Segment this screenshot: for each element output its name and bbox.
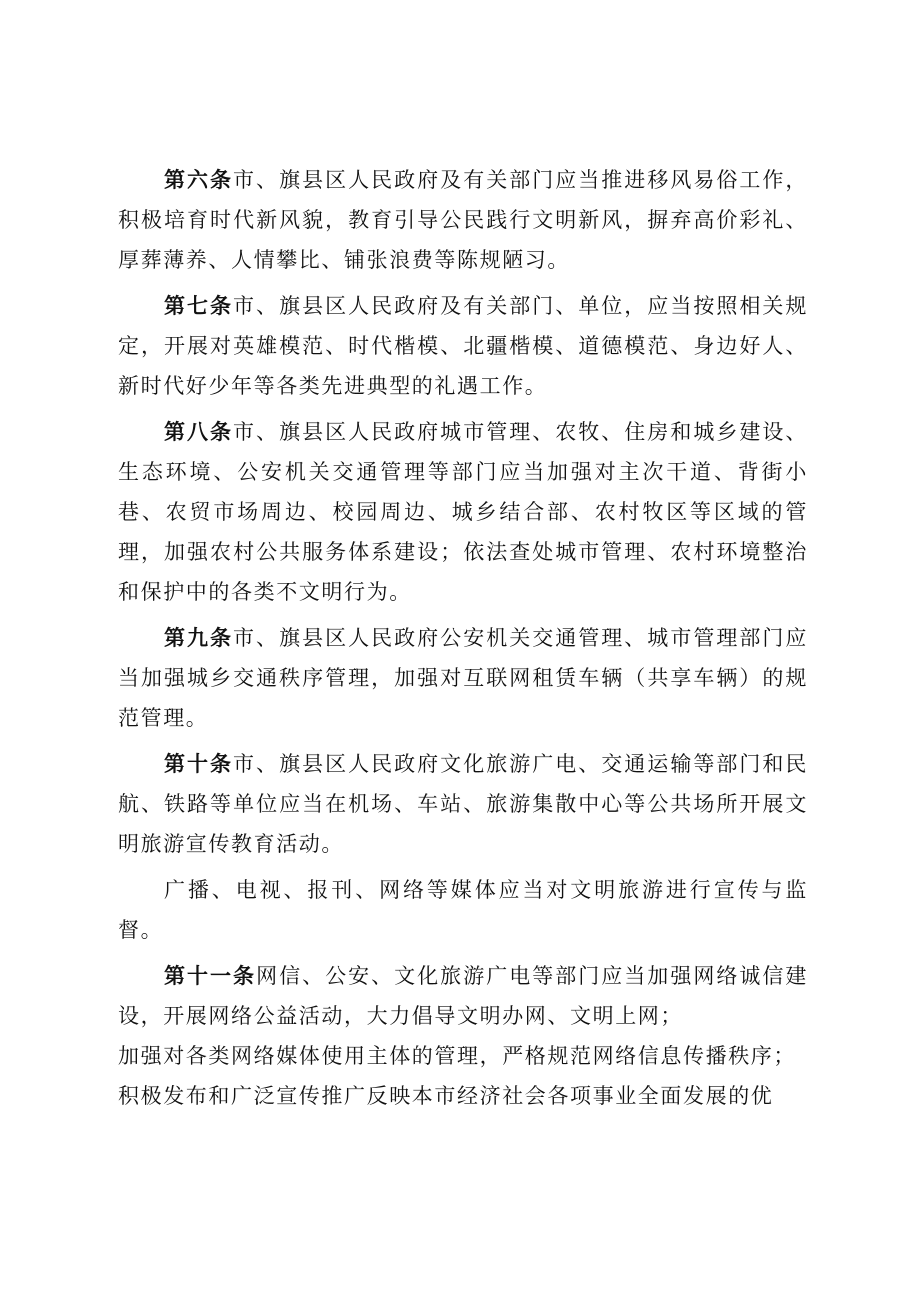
article-heading: 第八条 (164, 420, 234, 444)
article-body: 市、旗县区人民政府文化旅游广电、交通运输等部门和民航、铁路等单位应当在机场、车站、旅游集散中心等公共场所开展文明旅游宣传教育活动。 (118, 752, 808, 856)
document-page (118, 160, 808, 1116)
article-heading: 第十条 (164, 752, 234, 776)
article-8 (118, 412, 808, 612)
article-7 (118, 286, 808, 406)
article-heading: 第七条 (164, 294, 234, 318)
article-body: 网信、公安、文化旅游广电等部门应当加强网络诚信建设，开展网络公益活动，大力倡导文明办网、文明上网； (118, 964, 808, 1028)
article-body: 市、旗县区人民政府及有关部门应当推进移风易俗工作，积极培育时代新风貌，教育引导公民践行文明新风，摒弃高价彩礼、厚葬薄养、人情攀比、铺张浪费等陈规陋习。 (118, 168, 808, 272)
article-heading: 第六条 (164, 168, 234, 192)
article-10 (118, 744, 808, 864)
continuation-line: 加强对各类网络媒体使用主体的管理，严格规范网络信息传播秩序； (118, 1044, 796, 1068)
article-9 (118, 618, 808, 738)
media-paragraph: 广播、电视、报刊、网络等媒体应当对文明旅游进行宣传与监督。 (118, 878, 808, 942)
article-11 (118, 956, 808, 1036)
article-6 (118, 160, 808, 280)
article-body: 市、旗县区人民政府城市管理、农牧、住房和城乡建设、生态环境、公安机关交通管理等部门应当加强对主次干道、背街小巷、农贸市场周边、校园周边、城乡结合部、农村牧区等区域的管理，加强农村公共服务体系建设；依法查处城市管理、农村环境整治和保护中的各类不文明行为。 (118, 420, 808, 604)
article-heading: 第十一条 (164, 964, 257, 988)
continuation-line: 积极发布和广泛宣传推广反映本市经济社会各项事业全面发展的优 (118, 1084, 774, 1108)
article-heading: 第九条 (164, 626, 234, 650)
article-body: 市、旗县区人民政府及有关部门、单位，应当按照相关规定，开展对英雄模范、时代楷模、北疆楷模、道德模范、身边好人、新时代好少年等各类先进典型的礼遇工作。 (118, 294, 808, 398)
article-body: 市、旗县区人民政府公安机关交通管理、城市管理部门应当加强城乡交通秩序管理，加强对互联网租赁车辆（共享车辆）的规范管理。 (118, 626, 808, 730)
